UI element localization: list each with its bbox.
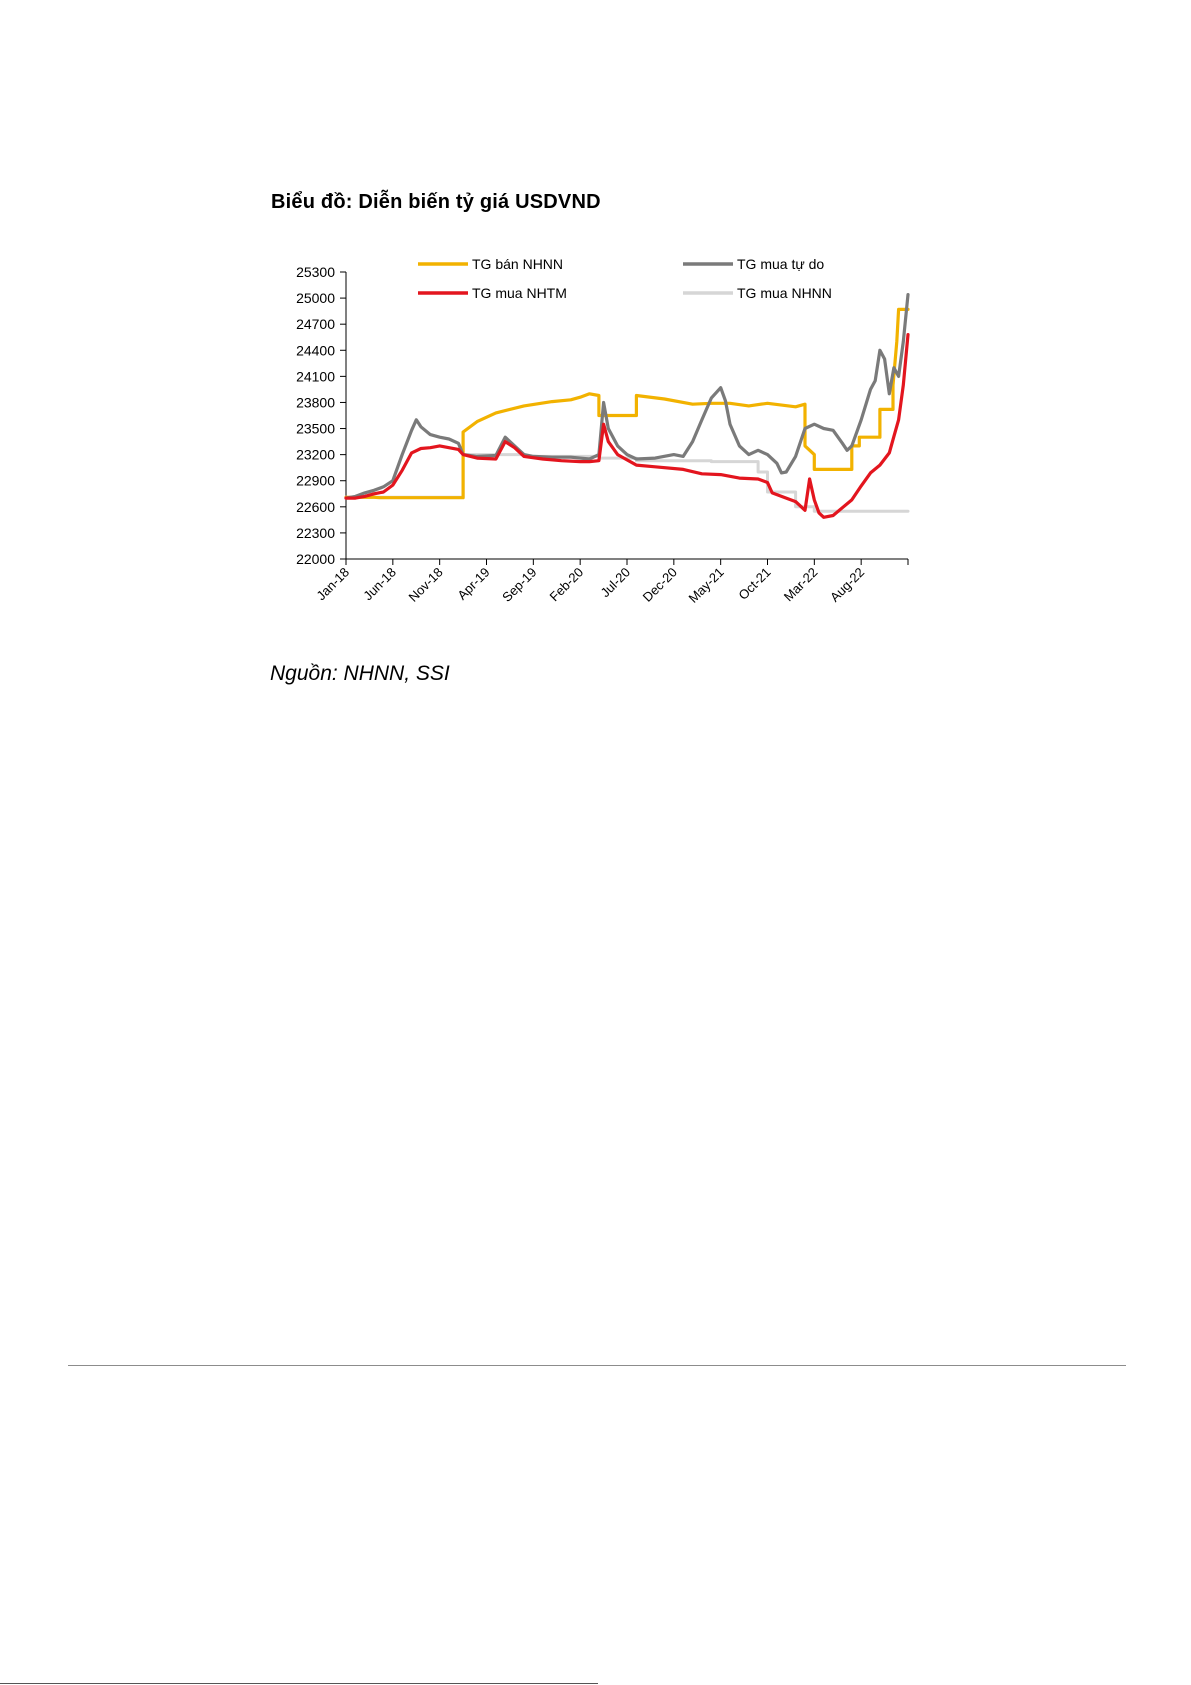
y-tick-label: 22000: [296, 551, 335, 567]
x-tick-label: Sep-19: [499, 564, 540, 605]
y-tick-label: 24400: [296, 342, 335, 359]
chart-legend: [418, 256, 832, 301]
y-tick-label: 22600: [296, 498, 335, 515]
y-tick-label: 23800: [296, 394, 335, 411]
page-bottom-line: [0, 1683, 598, 1684]
x-tick-label: Jun-18: [360, 564, 399, 604]
series-line-1: [346, 295, 908, 499]
x-tick-label: Dec-20: [639, 564, 680, 605]
usdvnd-line-chart: [0, 0, 1191, 650]
legend-label: TG mua tự do: [737, 256, 825, 272]
x-tick-label: Jan-18: [313, 564, 353, 604]
x-tick-label: Jul-20: [597, 564, 634, 601]
x-tick-label: Mar-22: [780, 564, 821, 605]
x-tick-label: May-21: [685, 564, 727, 606]
y-tick-label: 22300: [296, 524, 335, 541]
series-line-0: [346, 309, 908, 497]
legend-label: TG mua NHTM: [472, 285, 567, 301]
y-tick-label: 23500: [296, 420, 335, 437]
y-tick-label: 24700: [296, 316, 335, 333]
source-note: Nguồn: NHNN, SSI: [270, 662, 450, 685]
legend-label: TG bán NHNN: [472, 256, 564, 272]
y-tick-label: 25000: [296, 290, 335, 307]
chart-title: Biểu đồ: Diễn biến tỷ giá USDVND: [271, 191, 601, 213]
footer-divider: [68, 1365, 1126, 1366]
y-tick-label: 23200: [296, 446, 335, 463]
legend-label: TG mua NHNN: [737, 285, 832, 301]
series-line-3: [346, 455, 908, 512]
y-tick-label: 25300: [296, 264, 335, 280]
chart-series-layer: [346, 295, 908, 518]
y-tick-label: 24100: [296, 368, 335, 385]
x-tick-label: Nov-18: [405, 564, 446, 605]
y-tick-label: 22900: [296, 472, 335, 489]
x-tick-label: Apr-19: [454, 564, 493, 603]
x-tick-label: Feb-20: [546, 564, 587, 605]
x-tick-label: Oct-21: [735, 564, 774, 603]
series-line-2: [346, 335, 908, 518]
x-tick-label: Aug-22: [827, 564, 868, 605]
